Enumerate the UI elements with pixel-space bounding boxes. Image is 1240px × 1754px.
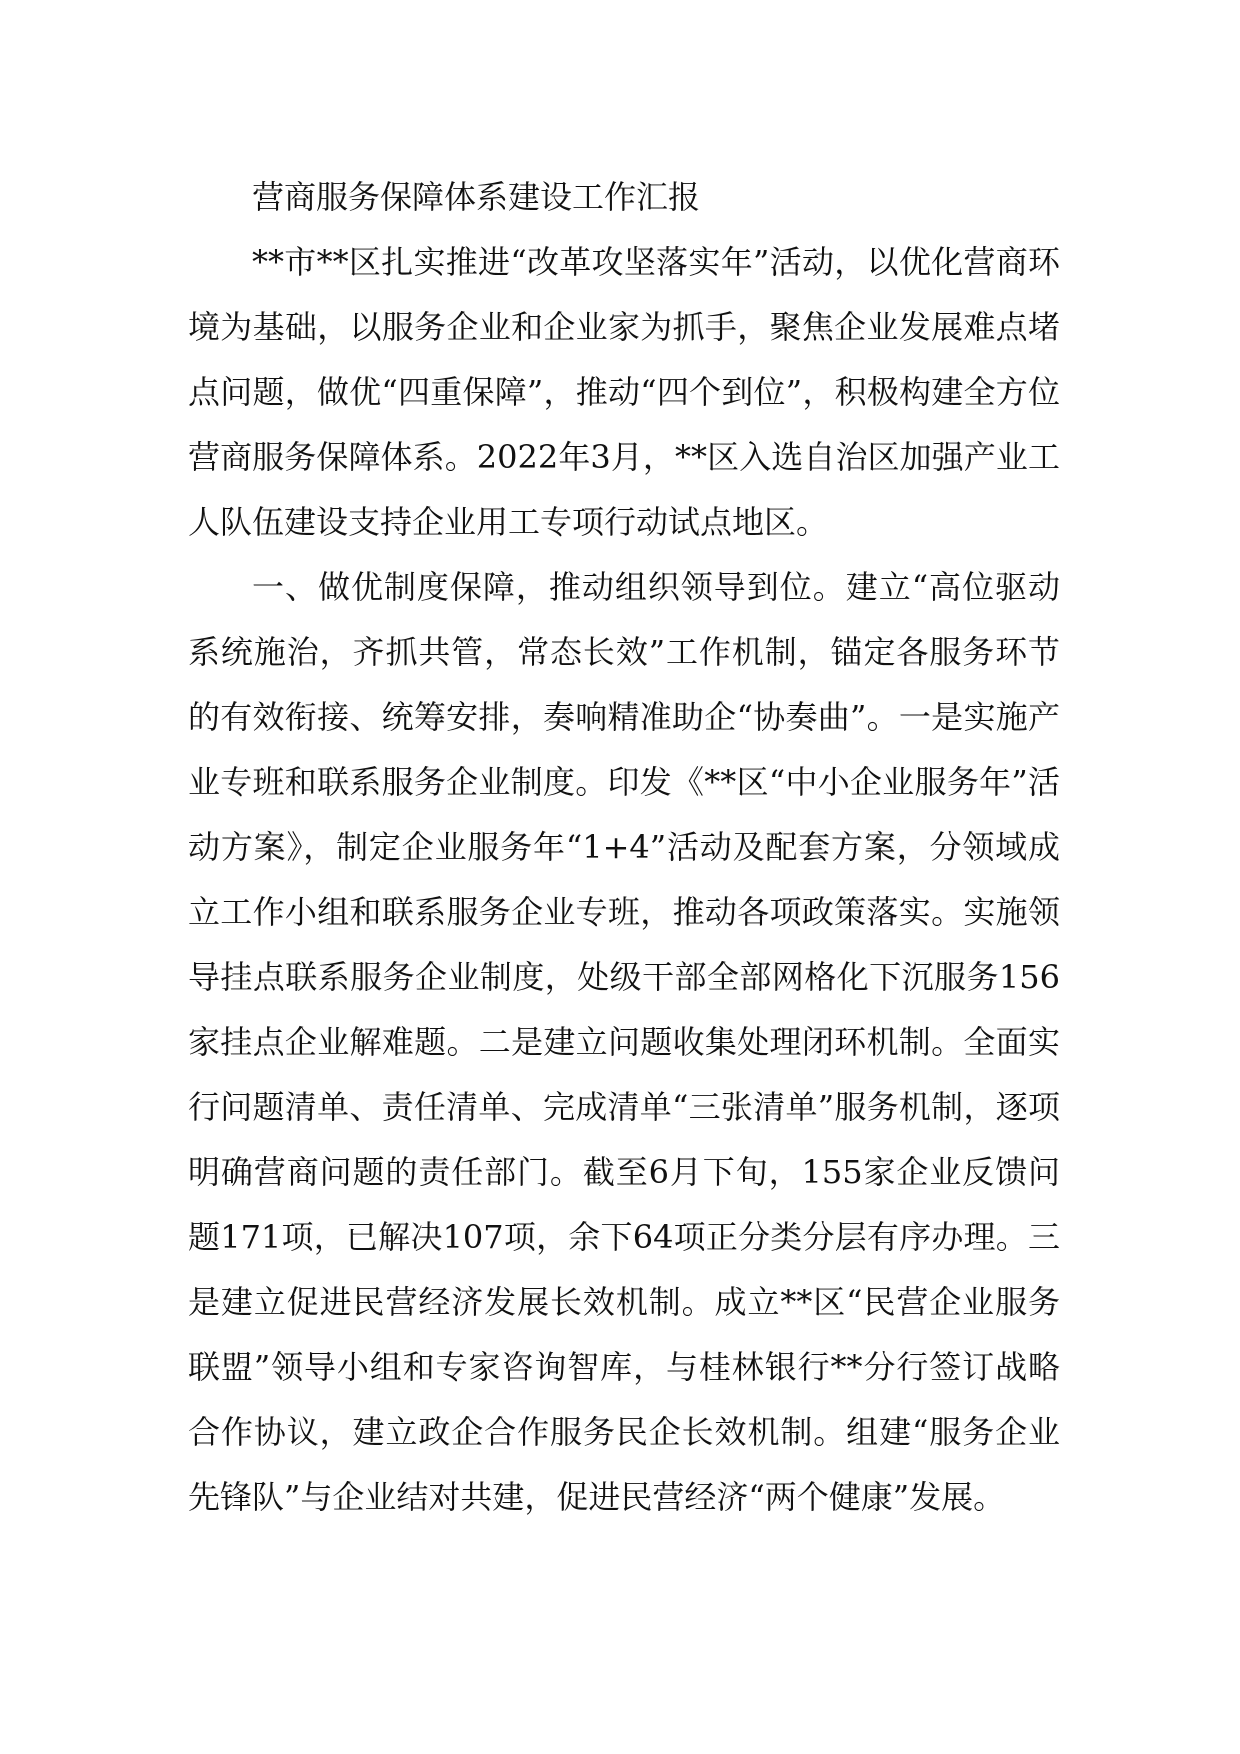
paragraph-section-one: 一、做优制度保障，推动组织领导到位。建立“高位驱动系统施治，齐抓共管，常态长效”工作机制，锚定各服务环节的有效衔接、统筹安排，奏响精准助企“协奏曲”。一是实施产业专班和联系服务企业制度。印发《**区“中小企业服务年”活动方案》，制定企业服务年“1+4”活动及配套方案，分领域成立工作小组和联系服务企业专班，推动各项政策落实。实施领导挂点联系服务企业制度，处级干部全部网格化下沉服务156家挂点企业解难题。二是建立问题收集处理闭环机制。全面实行问题清单、责任清单、完成清单“三张清单”服务机制，逐项明确营商问题的责任部门。截至6月下旬，155家企业反馈问题171项，已解决107项，余下64项正分类分层有序办理。三是建立促进民营经济发展长效机制。成立**区“民营企业服务联盟”领导小组和专家咨询智库，与桂林银行**分行签订战略合作协议，建立政企合作服务民企长效机制。组建“服务企业先锋队”与企业结对共建，促进民营经济“两个健康”发展。 xyxy=(188,568,1060,1516)
paragraph-intro: **市**区扎实推进“改革攻坚落实年”活动，以优化营商环境为基础，以服务企业和企业家为抓手，聚焦企业发展难点堵点问题，做优“四重保障”，推动“四个到位”，积极构建全方位营商服务保障体系。2022年3月，**区入选自治区加强产业工人队伍建设支持企业用工专项行动试点地区。 xyxy=(188,243,1060,541)
document-title: 营商服务保障体系建设工作汇报 xyxy=(252,178,701,216)
document-page xyxy=(188,165,1060,1530)
